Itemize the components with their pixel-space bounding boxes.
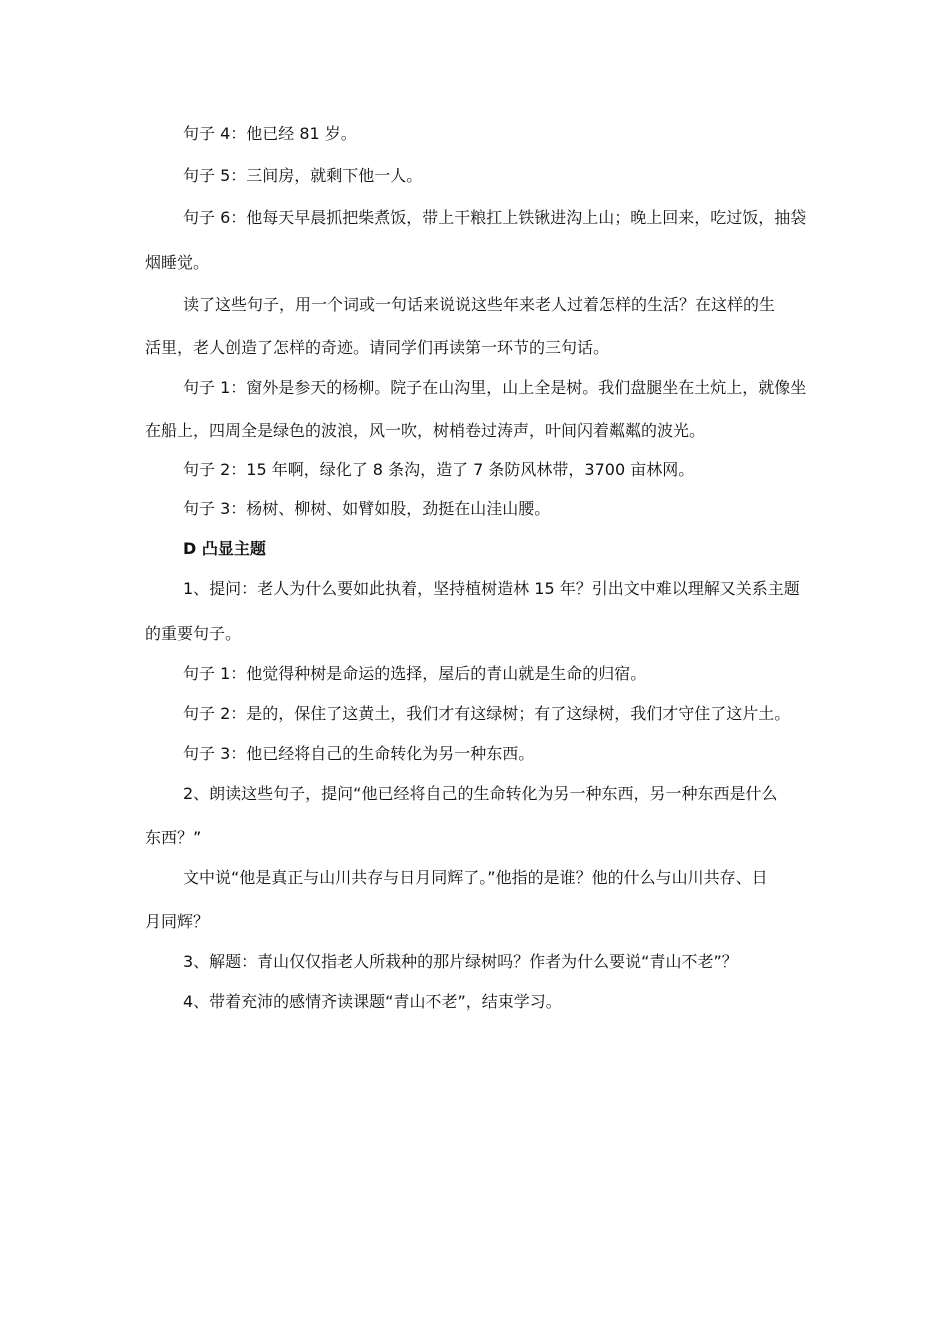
sentence-6-line-2: 烟睡觉。	[145, 253, 210, 272]
sentence-2: 句子 2：15 年啊，绿化了 8 条沟，造了 7 条防风林带，3700 亩林网。	[183, 460, 695, 479]
text-quote-line-1: 文中说“他是真正与山川共存与日月同辉了。”他指的是谁？他的什么与山川共存、日	[183, 868, 768, 887]
question-3: 3、解题：青山仅仅指老人所栽种的那片绿树吗？作者为什么要说“青山不老”？	[183, 952, 738, 971]
theme-sentence-2: 句子 2：是的，保住了这黄土，我们才有这绿树；有了这绿树，我们才守住了这片土。	[183, 704, 791, 723]
sentence-3: 句子 3：杨树、柳树、如臂如股，劲挺在山洼山腰。	[183, 499, 551, 518]
sentence-1-line-1: 句子 1：窗外是参天的杨柳。院子在山沟里，山上全是树。我们盘腿坐在土炕上，就像坐	[183, 378, 807, 397]
question-2-line-2: 东西？”	[145, 828, 202, 847]
section-heading: D 凸显主题	[183, 539, 266, 558]
theme-sentence-1: 句子 1：他觉得种树是命运的选择，屋后的青山就是生命的归宿。	[183, 664, 647, 683]
text-quote-line-2: 月同辉？	[145, 912, 210, 931]
question-1-line-1: 1、提问：老人为什么要如此执着，坚持植树造林 15 年？引出文中难以理解又关系主题	[183, 579, 800, 598]
sentence-4: 句子 4：他已经 81 岁。	[183, 124, 357, 143]
reading-prompt-line-2: 活里，老人创造了怎样的奇迹。请同学们再读第一环节的三句话。	[145, 338, 610, 357]
question-4: 4、带着充沛的感情齐读课题“青山不老”，结束学习。	[183, 992, 562, 1011]
question-2-line-1: 2、朗读这些句子，提问“他已经将自己的生命转化为另一种东西，另一种东西是什么	[183, 784, 778, 803]
theme-sentence-3: 句子 3：他已经将自己的生命转化为另一种东西。	[183, 744, 535, 763]
question-1-line-2: 的重要句子。	[145, 624, 242, 643]
reading-prompt-line-1: 读了这些句子，用一个词或一句话来说说这些年来老人过着怎样的生活？在这样的生	[183, 295, 776, 314]
sentence-6-line-1: 句子 6：他每天早晨抓把柴煮饭，带上干粮扛上铁锹进沟上山；晚上回来，吃过饭，抽袋	[183, 208, 807, 227]
sentence-1-line-2: 在船上，四周全是绿色的波浪，风一吹，树梢卷过涛声，叶间闪着粼粼的波光。	[145, 421, 706, 440]
sentence-5: 句子 5：三间房，就剩下他一人。	[183, 166, 423, 185]
